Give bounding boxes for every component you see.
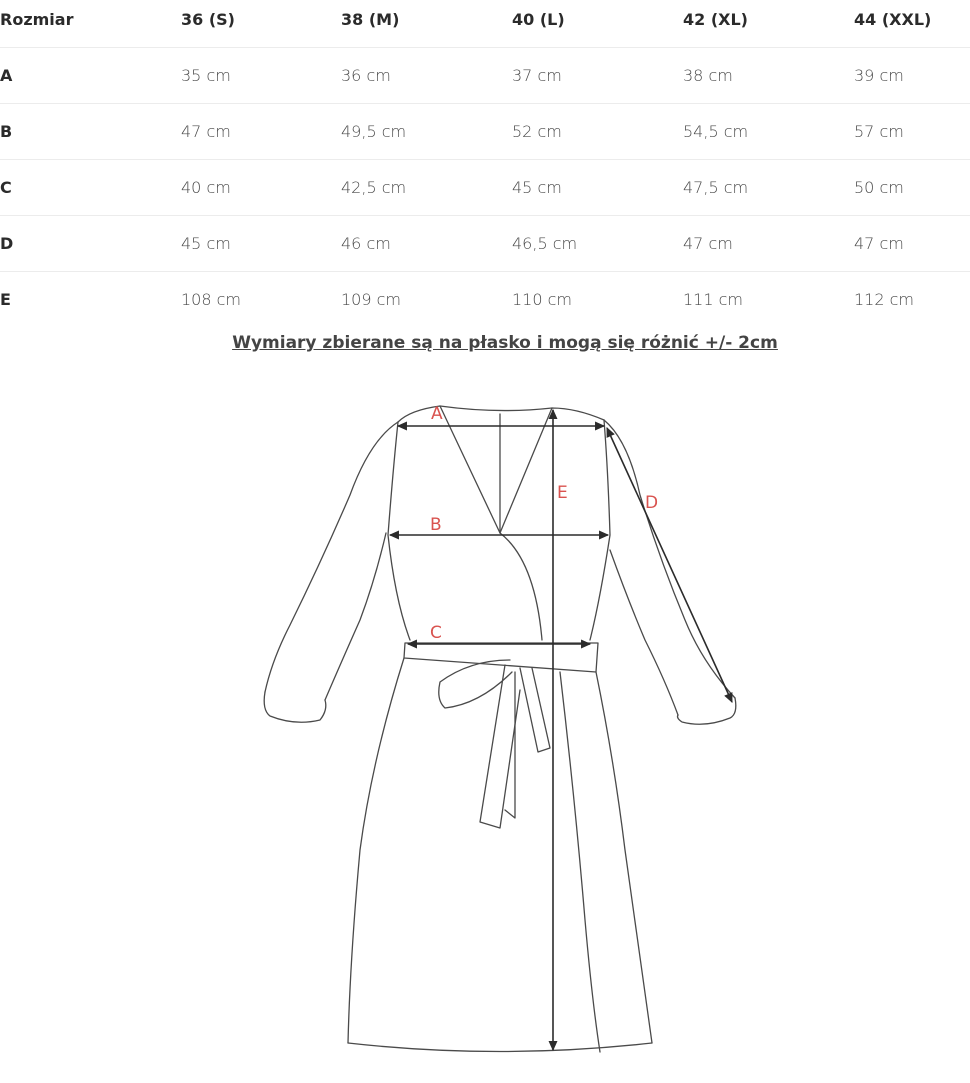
table-header-row bbox=[0, 0, 970, 48]
label-c: C bbox=[430, 623, 442, 643]
table-cell: 47,5 cm bbox=[683, 160, 854, 216]
header-cell-42: 42 (XL) bbox=[683, 0, 854, 48]
table-cell: 45 cm bbox=[512, 160, 683, 216]
table-row bbox=[0, 160, 970, 216]
measurement-note-text: Wymiary zbierane są na płasko i mogą się różnić +/- 2cm bbox=[232, 333, 778, 353]
label-b: B bbox=[430, 515, 442, 535]
table-cell: 42,5 cm bbox=[341, 160, 512, 216]
header-cell-38: 38 (M) bbox=[341, 0, 512, 48]
label-a: A bbox=[431, 404, 443, 424]
table-cell: 36 cm bbox=[341, 48, 512, 104]
measurement-lines bbox=[390, 410, 732, 1050]
table-cell: 40 cm bbox=[181, 160, 341, 216]
row-label-a: A bbox=[0, 48, 181, 104]
header-cell-36: 36 (S) bbox=[181, 0, 341, 48]
table-cell: 46 cm bbox=[341, 216, 512, 272]
table-cell: 47 cm bbox=[181, 104, 341, 160]
header-cell-44: 44 (XXL) bbox=[854, 0, 970, 48]
row-label-c: C bbox=[0, 160, 181, 216]
table-cell: 54,5 cm bbox=[683, 104, 854, 160]
table-cell: 46,5 cm bbox=[512, 216, 683, 272]
header-cell-size: Rozmiar bbox=[0, 0, 181, 48]
table-row bbox=[0, 48, 970, 104]
table-cell: 52 cm bbox=[512, 104, 683, 160]
table-row bbox=[0, 104, 970, 160]
table-cell: 47 cm bbox=[683, 216, 854, 272]
table-cell: 49,5 cm bbox=[341, 104, 512, 160]
table-cell: 37 cm bbox=[512, 48, 683, 104]
row-label-e: E bbox=[0, 290, 11, 309]
table-cell: 57 cm bbox=[854, 104, 970, 160]
table-cell: 112 cm bbox=[854, 290, 915, 309]
row-label-d: D bbox=[0, 216, 181, 272]
table-cell: 38 cm bbox=[683, 48, 854, 104]
table-row bbox=[0, 272, 970, 328]
header-cell-40: 40 (L) bbox=[512, 0, 683, 48]
measure-line-d bbox=[607, 428, 732, 702]
table-cell: 111 cm bbox=[683, 290, 744, 309]
size-table bbox=[0, 0, 970, 327]
dress-outline bbox=[264, 406, 736, 1052]
table-cell: 110 cm bbox=[512, 290, 573, 309]
label-d: D bbox=[645, 493, 659, 513]
table-cell: 45 cm bbox=[181, 216, 341, 272]
table-cell: 50 cm bbox=[854, 160, 970, 216]
table-row bbox=[0, 216, 970, 272]
table-cell: 39 cm bbox=[854, 48, 970, 104]
table-cell: 109 cm bbox=[341, 290, 402, 309]
row-label-b: B bbox=[0, 104, 181, 160]
table-cell: 108 cm bbox=[181, 290, 242, 309]
table-cell: 35 cm bbox=[181, 48, 341, 104]
measurement-note bbox=[0, 333, 970, 353]
table-cell: 47 cm bbox=[854, 216, 970, 272]
label-e: E bbox=[557, 483, 568, 503]
